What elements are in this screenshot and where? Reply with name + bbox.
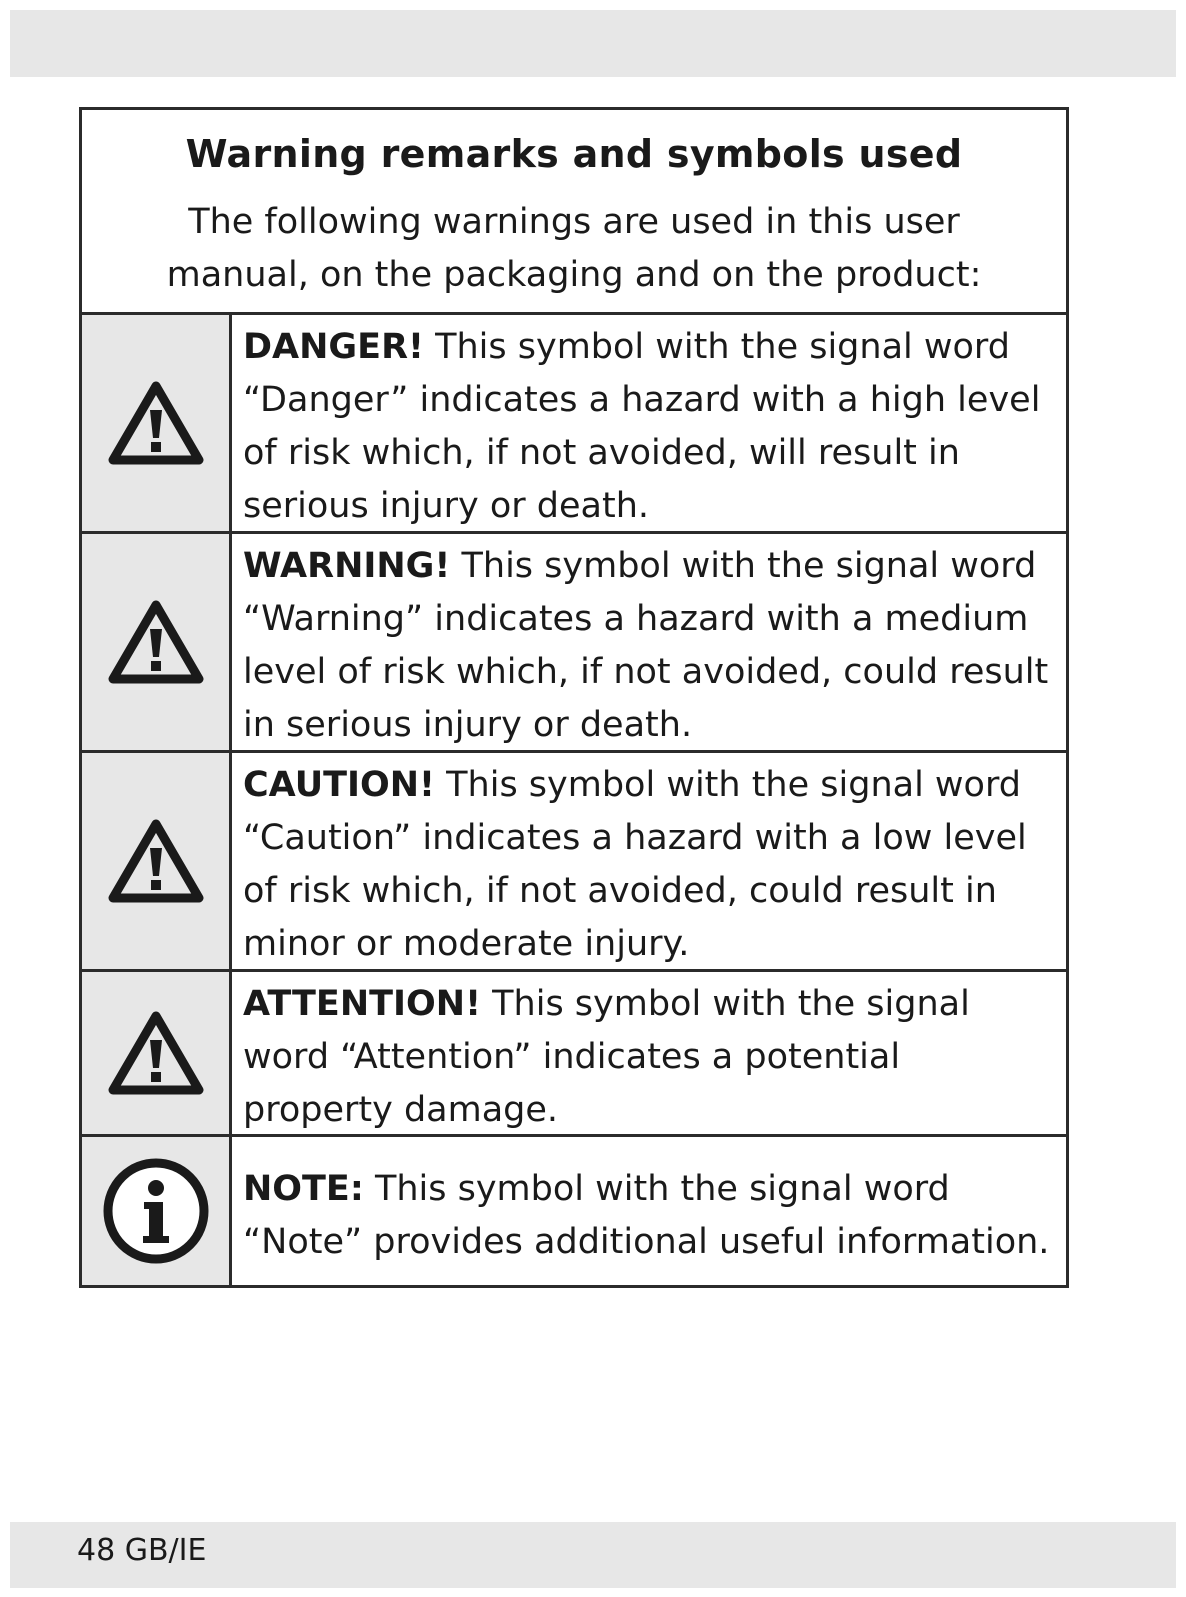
signal-word: NOTE: <box>243 1169 364 1209</box>
signal-word: WARNING! <box>243 546 451 586</box>
row-description: This symbol with the signal word “Note” provides additional useful information. <box>243 1169 1050 1262</box>
symbol-cell <box>82 753 232 969</box>
table-row-danger <box>82 315 1066 534</box>
footer-band <box>10 1522 1176 1588</box>
row-text <box>232 1137 1066 1285</box>
row-description: This symbol with the signal word “Warning” indicates a hazard with a medium level of risk which, if not avoided, could result in serious injury or death. <box>243 546 1049 745</box>
table-row-warning <box>82 534 1066 753</box>
symbol-cell <box>82 315 232 531</box>
signal-word: CAUTION! <box>243 765 436 805</box>
symbol-cell <box>82 972 232 1134</box>
signal-word: ATTENTION! <box>243 984 482 1024</box>
table-row-attention <box>82 972 1066 1137</box>
symbol-cell <box>82 534 232 750</box>
symbol-cell <box>82 1137 232 1285</box>
row-text <box>232 315 1066 531</box>
info-circle-icon <box>101 1156 211 1266</box>
table-row-caution <box>82 753 1066 972</box>
table-header <box>82 110 1066 315</box>
row-text <box>232 972 1066 1134</box>
row-description: This symbol with the signal word “Danger” indicates a hazard with a high level of risk which, if not avoided, will result in serious injury or death. <box>243 327 1041 526</box>
warning-triangle-icon <box>107 380 205 466</box>
row-description: This symbol with the signal word “Caution” indicates a hazard with a low level of risk which, if not avoided, could result in minor or moderate injury. <box>243 765 1027 964</box>
row-description: This symbol with the signal word “Attention” indicates a potential property damage. <box>243 984 970 1130</box>
warning-triangle-icon <box>107 818 205 904</box>
table-row-note <box>82 1137 1066 1285</box>
page-number: 48 GB/IE <box>77 1533 207 1568</box>
row-text <box>232 753 1066 969</box>
warning-symbols-table <box>79 107 1069 1288</box>
warning-triangle-icon <box>107 1010 205 1096</box>
row-text <box>232 534 1066 750</box>
table-intro: The following warnings are used in this user manual, on the packaging and on the product: <box>166 202 982 295</box>
header-band <box>10 10 1176 77</box>
table-title: Warning remarks and symbols used <box>185 132 963 176</box>
signal-word: DANGER! <box>243 327 424 367</box>
warning-triangle-icon <box>107 599 205 685</box>
